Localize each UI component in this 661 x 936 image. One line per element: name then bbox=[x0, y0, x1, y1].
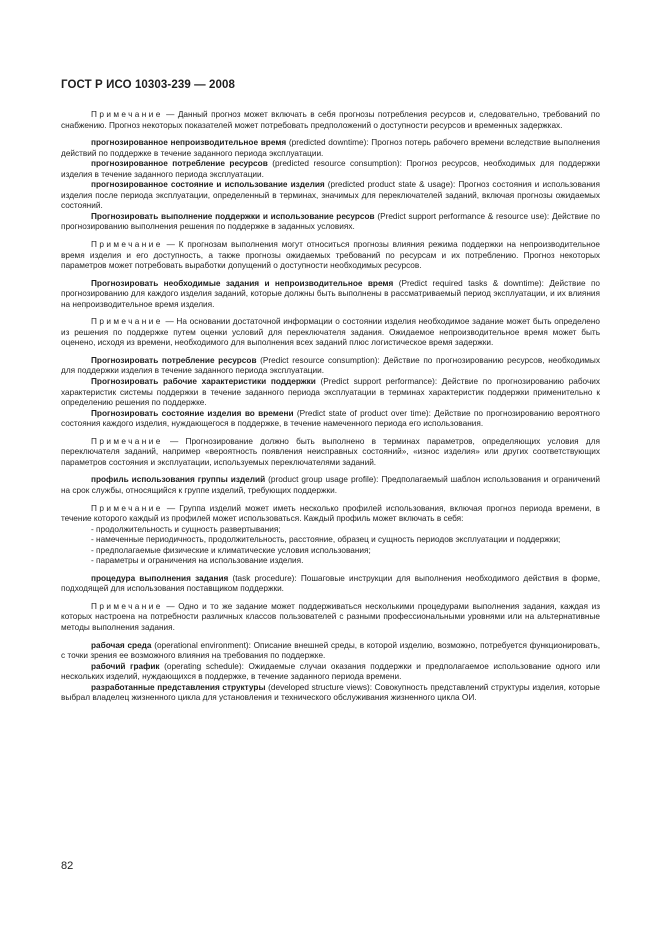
definition-paragraph bbox=[61, 180, 600, 212]
definition-paragraph bbox=[61, 662, 600, 683]
page-number: 82 bbox=[61, 860, 74, 872]
definition-text: (predicted product state & usage): Прогноз состояния и использования изделия после периода эксплуатации, определенный в терминах, значимых для переключателей заданий, включая прогнозы ожидаемых состояний. bbox=[61, 180, 600, 211]
note-text: — На основании достаточной информации о состоянии изделия необходимое задание может быть определено из решения по поддержке путем оценки условий для переключателя задания. Ожидаемое непроизводительное время может быть оценено, исходя из времени, необходимого для выполнения всех заданий плюс логистическое время задержки. bbox=[61, 317, 600, 348]
definition-text: (product group usage profile): Предполагаемый шаблон использования и ограничений на срок службы, относящийся к группе изделий, требующих поддержки. bbox=[61, 475, 600, 495]
definition-term: прогнозированное потребление ресурсов bbox=[91, 159, 268, 169]
note-label: Примечание bbox=[91, 601, 163, 611]
list-item: - продолжительность и сущность развертывания; bbox=[91, 524, 281, 534]
definition-term: Прогнозировать потребление ресурсов bbox=[91, 355, 257, 365]
definition-term: Прогнозировать выполнение поддержки и использование ресурсов bbox=[91, 211, 375, 221]
note-text: — Данный прогноз может включать в себя прогнозы потребления ресурсов и, следовательно, требований по снабжению. Прогноз некоторых показателей может потребовать предположений о доступности ресурсов и временных задержках. bbox=[61, 110, 600, 130]
note-text: — Прогнозирование должно быть выполнено в терминах параметров, определяющих условия для переключателя заданий, например «вероятность появления неисправных состояний», «износ изделия» или других соответствующих параметров состояния и эксплуатации, используемых переключателями заданий. bbox=[61, 436, 600, 467]
page-header: ГОСТ Р ИСО 10303-239 — 2008 bbox=[61, 79, 236, 91]
definition-term: профиль использования группы изделий bbox=[91, 475, 266, 485]
definition-text: (operating schedule): Ожидаемые случаи оказания поддержки и предполагаемое использование одного или нескольких изделий, нуждающихся в поддержке, в течение заданного периода времени. bbox=[61, 661, 600, 682]
definition-paragraph bbox=[61, 279, 600, 311]
definition-term: разработанные представления структуры bbox=[91, 682, 266, 692]
definition-text: (predicted resource consumption): Прогноз ресурсов, необходимых для поддержки изделия в течение заданного периода эксплуатации. bbox=[61, 159, 600, 179]
document-body bbox=[61, 110, 600, 704]
definition-paragraph bbox=[61, 356, 600, 377]
definition-paragraph bbox=[61, 574, 600, 595]
definition-paragraph bbox=[61, 138, 600, 159]
definition-text: (task procedure): Пошаговые инструкции для выполнения необходимого действия в форме, подходящей для использования поставщиком поддержки. bbox=[61, 573, 600, 594]
definition-term: Прогнозировать рабочие характеристики поддержки bbox=[91, 377, 316, 387]
note-label: Примечание bbox=[91, 110, 163, 119]
note-text: — К прогнозам выполнения могут относиться прогнозы влияния режима поддержки на непроизводительное время изделия и его доступность, а также прогнозы ожидаемых требований по ресурсам и их потреблению. Прогноз некоторых параметров может потребовать выработки допущений о доступности необходимых ресурсов. bbox=[61, 240, 600, 271]
definition-text: (Predict required tasks & downtime): Действие по прогнозированию для каждого изделия заданий, которые должны быть выполнены в рассматриваемый период эксплуатации, и их влияния на непроизводительное время изделия. bbox=[61, 278, 600, 309]
definition-paragraph bbox=[61, 683, 600, 704]
definition-paragraph bbox=[61, 159, 600, 180]
definition-term: рабочий график bbox=[91, 661, 160, 671]
definition-text: (Predict resource consumption): Действие по прогнозированию ресурсов, необходимых для поддержки изделия в течение заданного периода эксплуатации. bbox=[61, 355, 600, 376]
definition-paragraph bbox=[61, 641, 600, 662]
note-text: — Группа изделий может иметь несколько профилей использования, включая прогноз периода времени, в течение которого каждый из профилей может использоваться. Каждый профиль может включать в себя: bbox=[61, 503, 600, 524]
definition-term: прогнозированное непроизводительное время bbox=[91, 138, 287, 148]
definition-text: (Predict support performance): Действие по прогнозированию рабочих характеристик системы поддержки в течение заданного периода эксплуатации в терминах характеристик поддержки применительно к определению решения по поддержке. bbox=[61, 377, 600, 408]
list-item: - параметры и ограничения на использование изделия. bbox=[91, 556, 304, 566]
note-label: Примечание bbox=[91, 240, 163, 250]
note-label: Примечание bbox=[91, 436, 163, 446]
note-paragraph bbox=[61, 437, 600, 469]
note-paragraph bbox=[61, 240, 600, 272]
note-paragraph bbox=[61, 317, 600, 349]
definition-text: (Predict state of product over time): Действие по прогнозированию вероятного состояния каждого изделия, нуждающегося в поддержке, в течение намеченного периода его использования. bbox=[61, 408, 600, 429]
note-text: — Одно и то же задание может поддерживаться несколькими процедурами выполнения задания, каждая из которых настроена на потребности различных классов пользователей с разными профессиональными уровнями или на альтернативные методы выполнения задания. bbox=[61, 601, 600, 632]
definition-term: процедура выполнения задания bbox=[91, 573, 229, 583]
list-item: - намеченные периодичность, продолжительность, расстояние, образец и сущность периодов эксплуатации и поддержки; bbox=[91, 535, 561, 545]
note-paragraph bbox=[61, 110, 600, 131]
definition-text: (developed structure views): Совокупность представлений структуры изделия, которые выбрал владелец жизненного цикла для установления и технического обслуживания жизненного цикла ОИ. bbox=[61, 682, 600, 703]
definition-paragraph bbox=[61, 212, 600, 233]
definition-paragraph bbox=[61, 377, 600, 409]
definition-term: Прогнозировать необходимые задания и непроизводительное время bbox=[91, 278, 394, 288]
note-label: Примечание bbox=[91, 503, 163, 513]
definition-text: (operational environment): Описание внешней среды, в которой изделию, возможно, потребуется функционировать, с точки зрения ее возможного влияния на требования по поддержке. bbox=[61, 640, 600, 661]
definition-term: прогнозированное состояние и использование изделия bbox=[91, 180, 325, 190]
note-label: Примечание bbox=[91, 317, 163, 327]
definition-paragraph bbox=[61, 409, 600, 430]
definition-term: рабочая среда bbox=[91, 640, 152, 650]
note-paragraph bbox=[61, 504, 600, 525]
definition-paragraph bbox=[61, 475, 600, 496]
definition-text: (predicted downtime): Прогноз потерь рабочего времени вследствие выполнения действий по поддержке в течение заданного периода эксплуатации. bbox=[61, 138, 600, 158]
definition-text: (Predict support performance & resource use): Действие по прогнозированию выполнения решения по поддержке в заданных условиях. bbox=[61, 211, 600, 232]
list-item: - предполагаемые физические и климатические условия использования; bbox=[91, 545, 371, 555]
definition-term: Прогнозировать состояние изделия во времени bbox=[91, 408, 294, 418]
note-paragraph bbox=[61, 602, 600, 634]
